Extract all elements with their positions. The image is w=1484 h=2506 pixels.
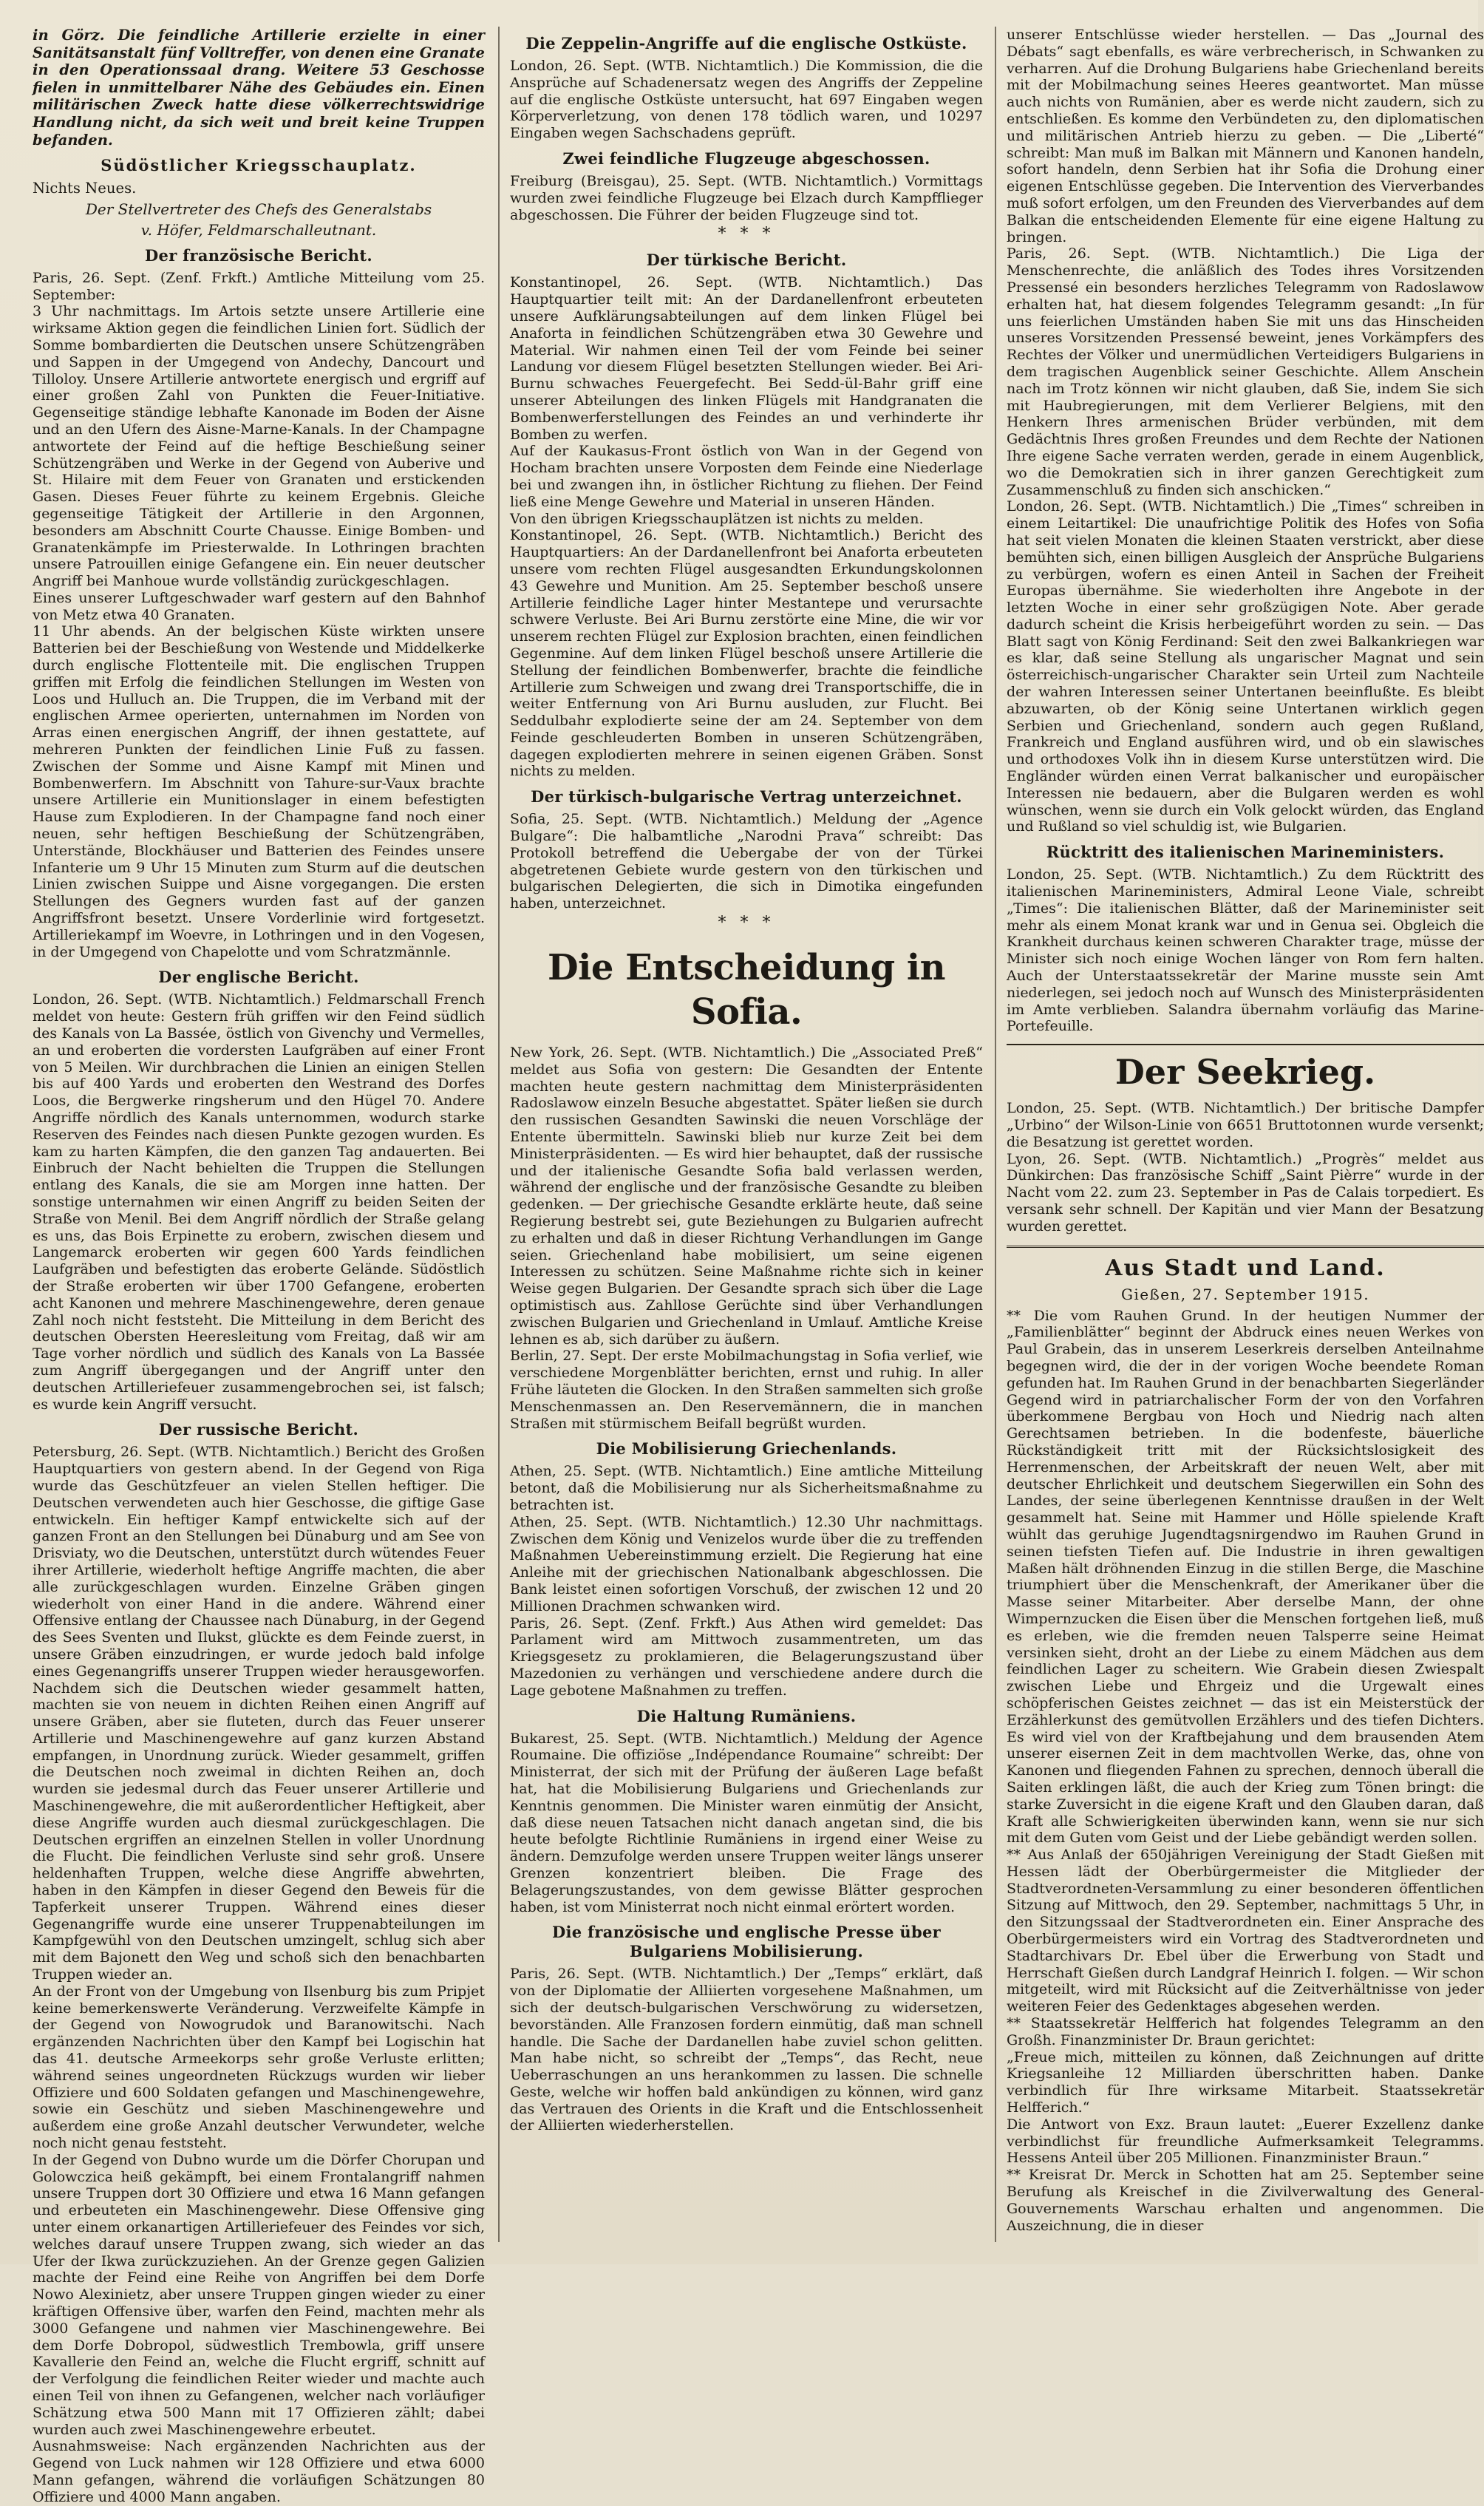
article-text: „Freue mich, mitteilen zu können, daß Zeichnungen auf dritte Kriegsanleihe 12 Milliarden überschritten haben. Danke verbindlich für Ihre wirksame Mitarbeit. Staatssekretär Helfferich.“ <box>1007 2048 1484 2116</box>
divider <box>1007 1044 1484 1045</box>
section-heading: Der türkische Bericht. <box>646 251 847 270</box>
article-text: in Görz. Die feindliche Artillerie erzielte in einer Sanitätsanstalt fünf Volltreffer, von denen eine Granate in den Operationssaal drang. Weitere 53 Geschosse fielen in unmittelbarer Nähe des Gebäudes ein. Einen militärischen Zweck hatte diese völkerrechtswidrige Handlung nicht, da sich weit und breit keine Truppen befanden. <box>33 27 485 149</box>
section-heading: Die französische und englische Presse über Bulgariens Mobilisierung. <box>552 1923 941 1961</box>
column-rule <box>995 27 996 2242</box>
article-text: Petersburg, 26. Sept. (WTB. Nichtamtlich.) Bericht des Großen Hauptquartiers von gestern abend. In der Gegend von Riga wurde das Geschützfeuer an vielen Stellen heftiger. Die Deutschen verwendeten auch hier Geschosse, die giftige Gase entwickeln. Ein heftiger Kampf entwickelte sich auf der ganzen Front an den Stellungen bei Dünaburg und am See von Drisviaty, wo die Deutschen, unterstützt durch wütendes Feuer ihrer Artillerie, wiederholt heftige Angriffe machten, die aber alle zurückgeschlagen wurden. Einzelne Gräben gingen wiederholt von einer Hand in die andere. Während einer Offensive entlang der Chaussee nach Dünaburg, in der Gegend des Sees Sventen und Ilukst, glückte es dem Feinde zuerst, in unsere Gräben einzudringen, er wurde jedoch bald infolge eines Gegenangriffs unserer Truppen wieder herausgeworfen. Nachdem sich die Deutschen wieder gesammelt hatten, machten sie von neuem in dichten Reihen einen Angriff auf unsere Gräben, aber sie fluteten, durch das Feuer unserer Artillerie und Maschinengewehre auf ganz kurzen Abstand empfangen, in Unordnung zurück. Wieder gesammelt, griffen die Deutschen noch zweimal in dichten Reihen an, doch wurden sie jedesmal durch das Feuer unserer Artillerie und Maschinengewehre, die mit außerordentlicher Heftigkeit, aber diese Angriffe wurden auch diesmal zurückgeschlagen. Die Deutschen ergriffen an einzelnen Stellen in voller Unordnung die Flucht. Die feindlichen Verluste sind sehr groß. Unsere heldenhaften Truppen, welche diese Angriffe abwehrten, haben in den Kämpfen in dieser Gegend den Beweis für die Tapferkeit unserer Truppen. Während eines dieser Gegenangriffe wurde eine unserer Truppenabteilungen im Kampfgewühl von den Deutschen umzingelt, schlug sich aber mit dem Bajonett den Weg und schoß sich den benachbarten Truppen wieder an. <box>33 1444 485 1983</box>
article-text: An der Front von der Umgebung von Ilsenburg bis zum Pripjet keine bemerkenswerte Veränderung. Verzweifelte Kämpfe in der Gegend von Nowogrudok und Baranowitschi. Nach ergänzenden Nachrichten über den Kampf bei Logischin hat das 41. deutsche Armeekorps sehr große Verluste erlitten; während seines ungeordneten Rückzugs wurden wir lieber Offiziere und 600 Soldaten gefangen und Maschinengewehre, sowie ein Geschütz und sieben Maschinengewehre und außerdem eine große Anzahl deutscher Verwundeter, welche noch nicht genau feststeht. <box>33 1983 485 2152</box>
article-text: Bukarest, 25. Sept. (WTB. Nichtamtlich.) Meldung der Agence Roumaine. Die offiziöse „Indépendance Roumaine“ schreibt: Der Ministerrat, der sich mit der Prüfung der äußeren Lage befaßt hat, hat die Mobilisierung Bulgariens und Griechenlands zur Kenntnis genommen. Die Minister waren einmütig der Ansicht, daß diese neuen Tatsachen nicht danach angetan sind, die bis heute befolgte Richtlinie Rumäniens in irgend einer Weise zu ändern. Demzufolge werden unsere Truppen weiter längs unserer Grenzen konzentriert bleiben. Die Frage des Belagerungszustandes, von dem gewisse Blätter gesprochen haben, ist vom Ministerrat noch nicht einmal erörtert worden. <box>510 1730 983 1915</box>
separator-dots: * * * <box>718 225 775 244</box>
article-text: 11 Uhr abends. An der belgischen Küste wirkten unsere Batterien bei der Beschießung von Westende und Middelkerke durch englische Flottenteile mit. Die englischen Truppen griffen mit Erfolg die feindlichen Stellungen im Westen von Loos und Hulluch an. Die Truppen, die im Verband mit der englischen Armee operierten, unternahmen im Norden von Arras einen energischen Angriff, der ihnen gestattete, auf mehreren Punkten der feindlichen Linie Fuß zu fassen. Zwischen der Somme und Aisne Kampf mit Minen und Bombenwerfern. Im Abschnitt von Tahure-sur-Vaux brachte unsere Artillerie ein Munitionslager in einem befestigten Hause zum Explodieren. In der Champagne fand noch einer neuen, sehr heftigen Beschießung der Schützengräben, Unterstände, Blockhäuser und Batterien des Feindes unsere Infanterie um 9 Uhr 15 Minuten zum Sturm auf die deutschen Linien zwischen Suippe und Aisne vorgegangen. Die ersten Stellungen des Gegners wurden fast auf der ganzen Angriffsfront besetzt. Unsere Vorderlinie wird fortgesetzt. Artilleriekampf im Woevre, in Lothringen und in den Vogesen, in der Umgegend von Chapelotte und vom Schratzmännle. <box>33 623 485 960</box>
article-text: Die Antwort von Exz. Braun lautet: „Euerer Exzellenz danke verbindlichst für freundliche Aufmerksamkeit Telegramms. Hessens Anteil über 205 Millionen. Finanzminister Braun.“ <box>1007 2116 1484 2167</box>
article-text: Nichts Neues. <box>33 180 137 197</box>
section-heading: Zwei feindliche Flugzeuge abgeschossen. <box>562 149 930 168</box>
article-text: Paris, 26. Sept. (WTB. Nichtamtlich.) Der „Temps“ erklärt, daß von der Diplomatie der Alliierten vorgesehene Maßnahmen, um sich der deutsch-bulgarischen Verschwörung zu widersetzen, bevorständen. Alle Franzosen fordern einmütig, daß man schnell handle. Die Sache der Dardanellen habe zuviel schon gelitten. Man habe nicht, so schreibt der „Temps“, das Recht, neue Ueberraschungen an uns herankommen zu lassen. Die schnelle Geste, welche wir hoffen bald ankündigen zu können, wird ganz das Vertrauen des Orients in die Kraft und die Entschlossenheit der Alliierten wiederherstellen. <box>510 1966 983 2134</box>
article-text: ** Staatssekretär Helfferich hat folgendes Telegramm an den Großh. Finanzminister Dr. Braun gerichtet: <box>1007 2015 1484 2048</box>
article-text: London, 25. Sept. (WTB. Nichtamtlich.) Der britische Dampfer „Urbino“ der Wilson-Linie von 6651 Bruttotonnen wurde versenkt; die Besatzung ist gerettet worden. <box>1007 1100 1484 1150</box>
section-heading: Rücktritt des italienischen Marineministers. <box>1046 843 1445 862</box>
article-text: Athen, 25. Sept. (WTB. Nichtamtlich.) 12.30 Uhr nachmittags. Zwischen dem König und Venizelos wurde über die zu treffenden Maßnahmen Uebereinstimmung erzielt. Die Regierung hat eine Anleihe mit der griechischen Nationalbank abgeschlossen. Die Bank leistet einen sofortigen Vorschuß, der zwischen 12 und 20 Millionen Drachmen schwanken wird. <box>510 1513 983 1614</box>
separator-dots: * * * <box>718 914 775 933</box>
headline: Der Seekrieg. <box>1114 1052 1376 1093</box>
section-heading: Südöstlicher Kriegsschauplatz. <box>101 156 417 175</box>
signature-line: v. Höfer, Feldmarschalleutnant. <box>140 220 377 239</box>
column-rule <box>498 27 500 2242</box>
divider <box>1007 1246 1484 1248</box>
section-heading: Die Zeppelin-Angriffe auf die englische Ostküste. <box>525 34 967 52</box>
column-3 <box>1007 27 1484 2242</box>
column-2 <box>510 27 983 2242</box>
article-text: Von den übrigen Kriegsschauplätzen ist nichts zu melden. <box>510 510 924 527</box>
article-text: Paris, 26. Sept. (Zenf. Frkft.) Amtliche Mitteilung vom 25. September: <box>33 269 485 303</box>
article-text: In der Gegend von Dubno wurde um die Dörfer Chorupan und Golowczica heiß gekämpft, bei einem Frontalangriff nahmen unsere Truppen dort 30 Offiziere und etwa 16 Mann gefangen und erbeuteten ein Maschinengewehr. Diese Offensive ging unter einem orkanartigen Artilleriefeuer des Feindes vor sich, welches darauf unsere Truppen zwang, sich wieder an das Ufer der Ikwa zurückzuziehen. An der Grenze gegen Galizien machte der Feind eine Reihe von Angriffen bei dem Dorfe Nowo Alexinietz, aber unsere Truppen gingen wieder zu einer kräftigen Offensive über, warfen den Feind, machten mehr als 3000 Gefangene und nahmen vier Maschinengewehre. Bei dem Dorfe Dobropol, südwestlich Trembowla, griff unsere Kavallerie den Feind an, welche die Flucht ergriff, schnitt auf der Verfolgung die feindlichen Reiter wieder und machte auch einen Teil von ihnen zu Gefangenen, welcher nach vorläufiger Schätzung etwa 500 Mann mit 17 Offizieren zählt; dabei wurden auch zwei Maschinengewehre erbeutet. <box>33 2151 485 2438</box>
article-text: Lyon, 26. Sept. (WTB. Nichtamtlich.) „Progrès“ meldet aus Dünkirchen: Das französische Schiff „Saint Pièrre“ wurde in der Nacht vom 22. zum 23. September in Pas de Calais torpediert. Es versank sehr schnell. Der Kapitän und vier Mann der Besatzung wurden gerettet. <box>1007 1150 1484 1235</box>
article-text: ** Kreisrat Dr. Merck in Schotten hat am 25. September seine Berufung als Kreischef in die Zivilverwaltung des General-Gouvernements Warschau erhalten und angenommen. Die Auszeichnung, die in dieser <box>1007 2167 1484 2234</box>
article-text: Sofia, 25. Sept. (WTB. Nichtamtlich.) Meldung der „Agence Bulgare“: Die halbamtliche „Narodni Prava“ schreibt: Das Protokoll betreffend die Uebergabe der von der Türkei abgetretenen Gebiete wurde gestern von den türkischen und bulgarischen Delegierten, die sich in Dimotika eingefunden haben, unterzeichnet. <box>510 811 983 912</box>
article-text: Ausnahmsweise: Nach ergänzenden Nachrichten aus der Gegend von Luck nahmen wir 128 Offiziere und etwa 6000 Mann gefangen, während die vorläufigen Schätzungen 80 Offiziere und 4000 Mann angaben. <box>33 2438 485 2505</box>
article-text: London, 26. Sept. (WTB. Nichtamtlich.) Feldmarschall French meldet von heute: Gestern früh griffen wir den Feind südlich des Kanals von La Bassée, östlich von Givenchy und Vermelles, an und eroberten die vordersten Laufgräben auf einer Front von 5 Meilen. Wir durchbrachen die Linien an einigen Stellen bis auf 400 Yards und eroberten den Westrand des Dorfes Loos, die Bergwerke ringsherum und den Hügel 70. Andere Angriffe nördlich des Kanals unternommen, wodurch starke Reserven des Feindes nach diesen Punkte gezogen wurden. Es kam zu harten Kämpfen, die den ganzen Tag andauerten. Bei Einbruch der Nacht behielten die Truppen die Stellungen entlang des Kanals, die sie am Morgen inne hatten. Der sonstige unternahmen wir einen Angriff zu beiden Seiten der Straße von Menil. Bei dem Angriff nördlich der Straße gelang es uns, das Bois Erpinette zu erobern, zwischen diesem und Langemarck eroberten wir gegen 600 Yards feindlichen Laufgräben und befestigten das eroberte Gelände. Südöstlich der Straße eroberten wir über 1700 Gefangene, eroberten acht Kanonen und mehrere Maschinengewehre, deren genaue Zahl noch nicht feststeht. Die Mitteilung in dem Bericht des deutschen Obersten Heeresleitung vom Freitag, daß wir am Tage vorher nördlich und südlich des Kanals von La Bassée zum Angriff übergegangen und der Angriff unter den deutschen Artilleriefeuer zusammengebrochen sei, ist falsch; es wurde kein Angriff versucht. <box>33 991 485 1413</box>
column-1 <box>33 27 485 2505</box>
article-text: Freiburg (Breisgau), 25. Sept. (WTB. Nichtamtlich.) Vormittags wurden zwei feindliche Flugzeuge bei Elzach durch Kampfflieger abgeschossen. Die Führer der beiden Flugzeuge sind tot. <box>510 172 983 223</box>
article-text: unserer Entschlüsse wieder herstellen. — Das „Journal des Débats“ sagt ebenfalls, es wäre verbrecherisch, in Schwanken zu verharren. Auf die Drohung Bulgariens habe Griechenland bereits mit der Mobilmachung seines Heeres geantwortet. Man müsse auch nichts von Rumänien, aber es werde nicht zaudern, sich zu entschließen. Es komme den Verbündeten zu, den diplomatischen und militärischen Antrieb hierzu zu geben. — Die „Liberté“ schreibt: Man muß im Balkan mit Männern und Kanonen handeln, sofort handeln, denn Serbien hat ihr Sofia die Drohung einer eigenen Entschlüsse gegeben. Die Intervention des Vierverbandes muß sofort erfolgen, um den Freunden des Vierverbandes auf dem Balkan die entscheidenden Elemente für eine eigene Haltung zu bringen. <box>1007 27 1484 245</box>
article-text: 3 Uhr nachmittags. Im Artois setzte unsere Artillerie eine wirksame Aktion gegen die feindlichen Linien fort. Südlich der Somme bombardierten die Deutschen unsere Schützengräben und Sappen in der Umgegend von Andechy, Dancourt und Tilloloy. Unsere Artillerie antwortete energisch und ergriff auf einer großen Zahl von Punkten die Feuer-Initiative. Gegenseitige ständige lebhafte Kanonade im Boden der Aisne und an den Ufern des Aisne-Marne-Kanals. In der Champagne antwortete der Feind auf die heftige Beschießung seiner Schützengräben und Werke in der Gegend von Auberive und St. Hilaire mit dem Feuer von Granaten und erstickenden Gasen. Dieses Feuer führte zu keinem Ergebnis. Gleiche gegenseitige Tätigkeit der Artillerie in den Argonnen, besonders am Abschnitt Courte Chausse. Einige Bomben- und Granatenkämpfe im Priesterwalde. In Lothringen brachten unsere Patrouillen einige Gefangene ein. Ein neuer deutscher Angriff bei Manhoue wurde vollständig zurückgeschlagen. <box>33 303 485 590</box>
section-heading: Der russische Bericht. <box>158 1420 359 1439</box>
headline: Die Entscheidung in Sofia. <box>548 947 945 1033</box>
dateline: Gießen, 27. September 1915. <box>1121 1285 1369 1303</box>
section-heading: Der englische Bericht. <box>158 968 359 987</box>
section-heading: Die Mobilisierung Griechenlands. <box>596 1439 897 1459</box>
section-heading: Der türkisch-bulgarische Vertrag unterzeichnet. <box>531 787 962 807</box>
signature-line: Der Stellvertreter des Chefs des Generalstabs <box>85 200 432 218</box>
article-text: New York, 26. Sept. (WTB. Nichtamtlich.) Die „Associated Preß“ meldet aus Sofia von gestern: Die Gesandten der Entente machten heute gestern nachmittag dem Ministerpräsidenten Radoslawow einzeln Besuche abgestattet. Später ließen sie durch den russischen Gesandten Sawinski die neuen Vorschläge der Entente übermitteln. Sawinski blieb nur kurze Zeit bei dem Ministerpräsidenten. — Es wird hier behauptet, daß der russische und der italienische Gesandte Sofia bald verlassen werden, während der englische und der französische Gesandte zu bleiben gedenken. — Der griechische Gesandte erklärte heute, daß seine Regierung bestrebt sei, gute Beziehungen zu Bulgarien aufrecht zu erhalten und daß in dieser Richtung Verhandlungen im Gange seien. Griechenland habe mobilisiert, um seine eigenen Interessen zu schützen. Seine Maßnahme richte sich in keiner Weise gegen Bulgarien. Der Gesandte sprach sich über die Lage optimistisch aus. Zahllose Gerüchte sind über Verhandlungen zwischen Bulgarien und Griechenland in Umlauf. Amtliche Kreise lehnen es ab, sich darüber zu äußern. <box>510 1045 983 1348</box>
section-heading: Der französische Bericht. <box>145 245 372 265</box>
article-text: Berlin, 27. Sept. Der erste Mobilmachungstag in Sofia verlief, wie verschiedene Morgenblätter berichten, ernst und ruhig. In aller Frühe läuteten die Glocken. In den Straßen sammelten sich große Menschenmassen an. Den Reservemännern, die in manchen Straßen mit stürmischem Beifall begrüßt wurden. <box>510 1348 983 1432</box>
article-text: Auf der Kaukasus-Front östlich von Wan in der Gegend von Hocham brachten unsere Vorposten dem Feinde eine Niederlage bei und zwangen ihn, in östlicher Richtung zu fliehen. Der Feind ließ eine Menge Gewehre und Material in unseren Händen. <box>510 443 983 510</box>
article-text: Athen, 25. Sept. (WTB. Nichtamtlich.) Eine amtliche Mitteilung betont, daß die Mobilisierung nur als Sicherheitsmaßnahme zu betrachten ist. <box>510 1463 983 1513</box>
section-title: Aus Stadt und Land. <box>1105 1254 1386 1281</box>
section-heading: Die Haltung Rumäniens. <box>636 1706 857 1725</box>
article-text: ** Aus Anlaß der 650jährigen Vereinigung der Stadt Gießen mit Hessen lädt der Oberbürgermeister die Mitglieder der Stadtverordneten-Versammlung zu einer besonderen öffentlichen Sitzung auf Mittwoch, den 29. September, nachmittags 5 Uhr, in den Sitzungssaal der Stadtverordneten ein. Einer Ansprache des Oberbürgermeisters wird ein Vortrag des Stadtverordneten und Stadtarchivars Dr. Ebel über die Erwerbung von Stadt und Herrschaft Gießen durch Landgraf Heinrich I. folgen. — Wir schon mitgeteilt, wird mit Rücksicht auf die Zeitverhältnisse von jeder weiteren Feier des Gedenktages abgesehen werden. <box>1007 1847 1484 2015</box>
article-text: London, 26. Sept. (WTB. Nichtamtlich.) Die „Times“ schreiben in einem Leitartikel: Die unaufrichtige Politik des Hofes von Sofia hat seit vielen Monaten die kleinen Staaten verstrickt, aber diese bemühten sich, einen billigen Ausgleich der Ansprüche Bulgariens zu verbürgen, wofern es einen Anteil in Sachen der Freiheit Europas übernähme. Sie wiederholten ihre Angebote in der letzten Woche in einer sehr großzügigen Note. Aber gerade dadurch scheint die Krisis herbeigeführt worden zu sein. — Das Blatt sagt von König Ferdinand: Seit den zwei Balkankriegen war es klar, daß seine Stellung als ungarischer Magnat und sein österreichisch-ungarischer Charakter sein Urteil zum Nachteile der wahren Interessen seiner Untertanen beeinflußte. Es bleibt abzuwarten, ob der König seine Untertanen wirklich gegen Serbien und Griechenland, sondern auch gegen Rußland, Frankreich und England ausführen wird, und ob ein slawisches und orthodoxes Volk ihn in diesem Kurse unterstützen wird. Die Engländer würden einen Verrat balkanischer und europäischer Interessen nie bedauern, aber die Bulgaren werden es wohl wünschen, wenn sie durch ein Volk gelockt würden, das England und Rußland so viel schuldig ist, wie Bulgarien. <box>1007 498 1484 835</box>
article-text: London, 25. Sept. (WTB. Nichtamtlich.) Zu dem Rücktritt des italienischen Marineministers, Admiral Leone Viale, schreibt „Times“: Die italienischen Blätter, daß der Marineminister seit mehr als einem Monat krank war und in Genua sei. Obgleich die Krankheit durchaus keinen schweren Charakter trage, müsse der Minister sich noch einige Wochen länger von Rom fern halten. Auch der Unterstaatssekretär der Marine musste sein Amt niederlegen, sei jedoch noch auf Wunsch des Ministerpräsidenten im Amte verblieben. Salandra übernahm vorläufig das Marine-Portefeuille. <box>1007 866 1484 1035</box>
article-text: London, 26. Sept. (WTB. Nichtamtlich.) Die Kommission, die die Ansprüche auf Schadenersatz wegen des Angriffs der Zeppeline auf die englische Ostküste untersucht, hat 697 Eingaben wegen Körperverletzung, von denen 178 tödlich waren, und 10297 Eingaben wegen Sachschadens geprüft. <box>510 58 983 142</box>
article-text: Konstantinopel, 26. Sept. (WTB. Nichtamtlich.) Das Hauptquartier teilt mit: An der Dardanellenfront erbeuteten unsere Aufklärungsabteilungen auf dem linken Flügel bei Anaforta in feindlichen Schützengräben etwa 30 Gewehre und Material. Wir nahmen einen Teil der vom Feinde bei seiner Landung vor diesem Flügel besetzten Stellungen wieder. Bei Ari-Burnu schwaches Feuergefecht. Bei Sedd-ül-Bahr griff eine unserer Abteilungen des linken Flügels mit Handgranaten die Bombenwerferstellungen des Feindes an und verhinderte ihr Bomben zu werfen. <box>510 274 983 443</box>
article-text: Konstantinopel, 26. Sept. (WTB. Nichtamtlich.) Bericht des Hauptquartiers: An der Dardanellenfront bei Anaforta erbeuteten unsere vom rechten Flügel ausgesandten Erkundungskolonnen 43 Gewehre und Munition. Am 25. September beschoß unsere Artillerie feindliche Lager hinter Mestantepe und verursachte schwere Verluste. Bei Ari Burnu zerstörte eine Mine, die wir vor unserem rechten Flügel zur Explosion brachten, einen feindlichen Gegenmine. Auf dem linken Flügel beschoß unsere Artillerie die Stellung der feindlichen Bombenwerfer, brachte die feindliche Artillerie zum Schweigen und zwang drei Transportschiffe, die in weiter Entfernung von Ari Burnu ausluden, zur Flucht. Bei Seddulbahr explodierte seine der am 24. September von dem Feinde geschleuderten Bomben in unseren Schützengräben, dagegen explodierten mehrere in seinen eigenen Gräben. Sonst nichts zu melden. <box>510 527 983 780</box>
article-text: Paris, 26. Sept. (Zenf. Frkft.) Aus Athen wird gemeldet: Das Parlament wird am Mittwoch zusammentreten, um das Kriegsgesetz zu proklamieren, die Belagerungszustand über Mazedonien zu verhängen und verschiedene andere durch die Lage gebotene Maßnahmen zu treffen. <box>510 1614 983 1699</box>
article-text: ** Die vom Rauhen Grund. In der heutigen Nummer der „Familienblätter“ beginnt der Abdruck eines neuen Werkes von Paul Grabein, das in unserem Leserkreis derselben Anteilnahme begegnen wird, die der in der vorigen Woche beendete Roman gefunden hat. Im Rauhen Grund in der benachbarten Siegerländer Gegend wird in patriarchalischer Form der von den Vorfahren überkommene Bergbau von Hoch und Niedrig nach alten Gerechtsamen betrieben. In die bodenfeste, bäuerliche Rückständigkeit tritt mit der Rücksichtslosigkeit des Herrenmenschen, der Arbeitskraft der neuen Welt, aber mit deutscher Ehrlichkeit und deutschem Siegerwillen ein Sohn des Landes, der seine überlegenen Kenntnisse draußen in der Welt gesammelt hat. Seine mit Hammer und Hölle spielende Kraft wühlt das geruhige Jugendtagsnirgendwo im Rauhen Grund in seinen tiefsten Tiefen auf. Die Industrie in ihren gewaltigen Maßen hält dröhnenden Einzug in die stillen Berge, die Maschine triumphiert über die Menschenkraft, der Amerikaner über die Masse seiner Mitarbeiter. Aber derselbe Mann, der ohne Wimpernzucken die Eisen über die Menschen fortgehen ließ, muß es erleben, wie die fremden neuen Talsperre seine Heimat versinken sieht, droht an der Liebe zu einem Mädchen aus dem feindlichen Lager zu scheitern. Wie Grabein diesen Zwiespalt zwischen Liebe und Ehrgeiz und die Urgewalt eines schöpferischen Geistes zeichnet — das ist ein Meisterstück der Erzählerkunst des gemütvollen Erzählers und des tiefen Dichters. Es wird viel von der Kraftbejahung und dem brausenden Atem unserer eisernen Zeit in dem machtvollen Werke, das, ohne von Kanonen und fliegenden Fahnen zu sprechen, dennoch überall die Saiten erklingen läßt, die auch der Krieg zum Tönen bringt: die starke Zuversicht in die eigene Kraft und den Glauben daran, daß Kraft alle Schwierigkeiten überwinden kann, wenn sie nur sich mit dem Guten vom Geist und der Liebe gebändigt werden sollen. <box>1007 1307 1484 1847</box>
article-text: Eines unserer Luftgeschwader warf gestern auf den Bahnhof von Metz etwa 40 Granaten. <box>33 589 485 623</box>
article-text: Paris, 26. Sept. (WTB. Nichtamtlich.) Die Liga der Menschenrechte, die anläßlich des Todes ihres Vorsitzenden Pressensé ein besonders herzliches Telegramm von Radoslawow erhalten hat, hat diesem folgendes Telegramm gesandt: „In für uns feierlichen Umständen haben Sie mit uns das Hinscheiden unseres Vorsitzenden Pressensé beweint, jenes Vorkämpfers des Rechtes der Völker und unermüdlichen Verteidigers Bulgariens in dem tragischen Augenblick seiner Geschichte. Allem Anschein nach im Trotz können wir nicht glauben, daß Sie, indem Sie sich mit Haubregierungen, mit dem Verlierer Belgiens, mit den Henkern Ihres armenischen Brüder verbünden, mit dem Gedächtnis Ihres großen Freundes und dem Rechte der Nationen Ihre eigene Sache verraten werden, gerade in einem Augenblick, wo die Demokratien sich in ihrer ganzen Gerechtigkeit zum Zusammenschluß zu finden sich anschicken.“ <box>1007 245 1484 498</box>
columns <box>33 27 1484 2505</box>
